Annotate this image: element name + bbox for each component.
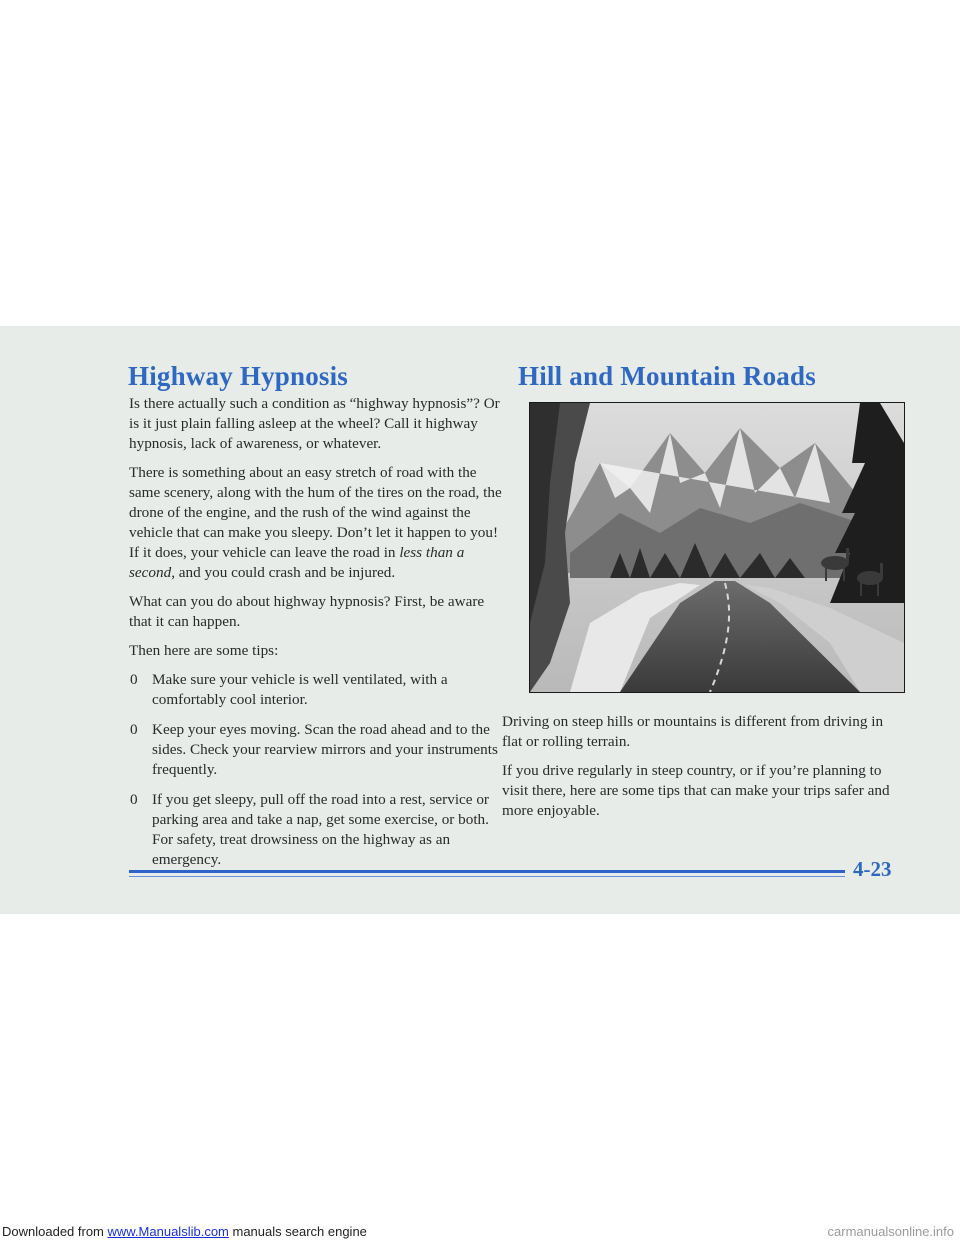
bullet-marker: 0 (130, 791, 138, 808)
footer-suffix: manuals search engine (228, 1224, 367, 1239)
list-item (129, 720, 507, 780)
left-column (129, 394, 507, 880)
tips-intro: Then here are some tips: (129, 642, 279, 659)
mountain-road-illustration (529, 402, 905, 693)
hill-mountain-heading: Hill and Mountain Roads (518, 361, 816, 391)
manualslib-link[interactable]: www.Manualslib.com (107, 1224, 229, 1239)
awareness-paragraph: What can you do about highway hypnosis? First, be aware that it can happen. (129, 593, 485, 630)
watermark: carmanualsonline.info (827, 1224, 954, 1239)
list-item-text: If you get sleepy, pull off the road into a rest, service or parking area and take a nap, get some exercise, or both. For safety, treat drowsiness on the highway as an emergency. (152, 791, 489, 868)
footer-rule-thin (129, 876, 845, 877)
sleepy-paragraph-text: There is something about an easy stretch of road with the same scenery, along with the hum of the tires on the road, the drone of the engine, and the rush of the wind against the vehicle that can make you sleepy. Don’t let it happen to you! If it does, your vehicle can leave the road in (129, 464, 502, 561)
right-column (502, 712, 902, 830)
page-number: 4-23 (853, 857, 892, 881)
emphasis-text: less than a second (129, 544, 465, 581)
list-item-text: Make sure your vehicle is well ventilated, with a comfortably cool interior. (152, 671, 448, 708)
footer-rule (129, 870, 845, 873)
highway-hypnosis-heading: Highway Hypnosis (128, 361, 349, 391)
tips-paragraph: If you drive regularly in steep country, or if you’re planning to visit there, here are some tips that can make your trips safer and more enjoyable. (502, 762, 890, 819)
tips-list (129, 670, 507, 870)
list-item-text: Keep your eyes moving. Scan the road ahead and to the sides. Check your rearview mirrors and your instruments frequently. (152, 721, 498, 778)
steep-hills-paragraph: Driving on steep hills or mountains is different from driving in flat or rolling terrain. (502, 713, 884, 750)
bullet-marker: 0 (130, 721, 138, 738)
bullet-marker: 0 (130, 671, 138, 688)
sleepy-paragraph (129, 463, 507, 583)
sleepy-paragraph-end: , and you could crash and be injured. (171, 564, 396, 581)
list-item (129, 790, 507, 870)
download-footer (2, 1222, 367, 1242)
footer-prefix: Downloaded from (2, 1224, 108, 1239)
intro-paragraph: Is there actually such a condition as “highway hypnosis”? Or is it just plain falling asleep at the wheel? Call it highway hypnosis, lack of awareness, or whatever. (129, 395, 500, 452)
list-item (129, 670, 507, 710)
